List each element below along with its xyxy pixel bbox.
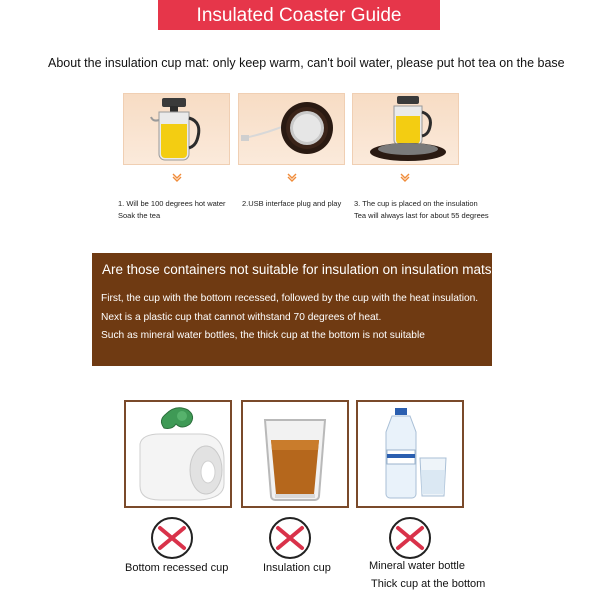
- not-suitable-cross-icon: [268, 516, 312, 560]
- step-3-arrow-icon: [400, 172, 410, 182]
- teapot-icon: [124, 94, 230, 165]
- not-suitable-cross-icon: [150, 516, 194, 560]
- step-2-arrow-icon: [287, 172, 297, 182]
- recessed-cup-icon: [126, 402, 230, 506]
- panel-line-2: Next is a plastic cup that cannot withstand 70 degrees of heat.: [101, 312, 382, 323]
- step-1-image: [123, 93, 230, 165]
- unsuitable-containers-panel: [92, 253, 499, 366]
- intro-text: About the insulation cup mat: only keep warm, can't boil water, please put hot tea on the base: [48, 56, 565, 70]
- step-2-caption: 2.USB interface plug and play: [242, 199, 342, 208]
- step-3-image: [352, 93, 459, 165]
- water-bottle-picture: [356, 400, 464, 508]
- panel-line-1: First, the cup with the bottom recessed, followed by the cup with the heat insulation.: [101, 293, 479, 304]
- water-bottle-icon: [358, 402, 462, 506]
- caption-thick-cup: Thick cup at the bottom: [371, 578, 486, 590]
- caption-water-bottle: Mineral water bottle: [369, 560, 465, 572]
- teapot-on-coaster-icon: [353, 94, 459, 165]
- panel-line-3: Such as mineral water bottles, the thick cup at the bottom is not suitable: [101, 330, 425, 341]
- caption-insulation-cup: Insulation cup: [263, 562, 331, 574]
- caption-recessed-cup: Bottom recessed cup: [125, 562, 229, 574]
- step-1-arrow-icon: [172, 172, 182, 182]
- panel-title: Are those containers not suitable for insulation on insulation mats?: [102, 262, 499, 277]
- step-2-image: [238, 93, 345, 165]
- double-wall-glass-icon: [243, 402, 347, 506]
- usb-coaster-icon: [239, 94, 345, 165]
- insulation-cup-picture: [241, 400, 349, 508]
- not-suitable-cross-icon: [388, 516, 432, 560]
- step-3-caption: 3. The cup is placed on the insulation Tea will always last for about 55 degrees: [354, 199, 489, 220]
- step-1-caption: 1. Will be 100 degrees hot water Soak the tea: [118, 199, 226, 220]
- recessed-cup-picture: [124, 400, 232, 508]
- guide-title-banner: Insulated Coaster Guide: [158, 0, 440, 30]
